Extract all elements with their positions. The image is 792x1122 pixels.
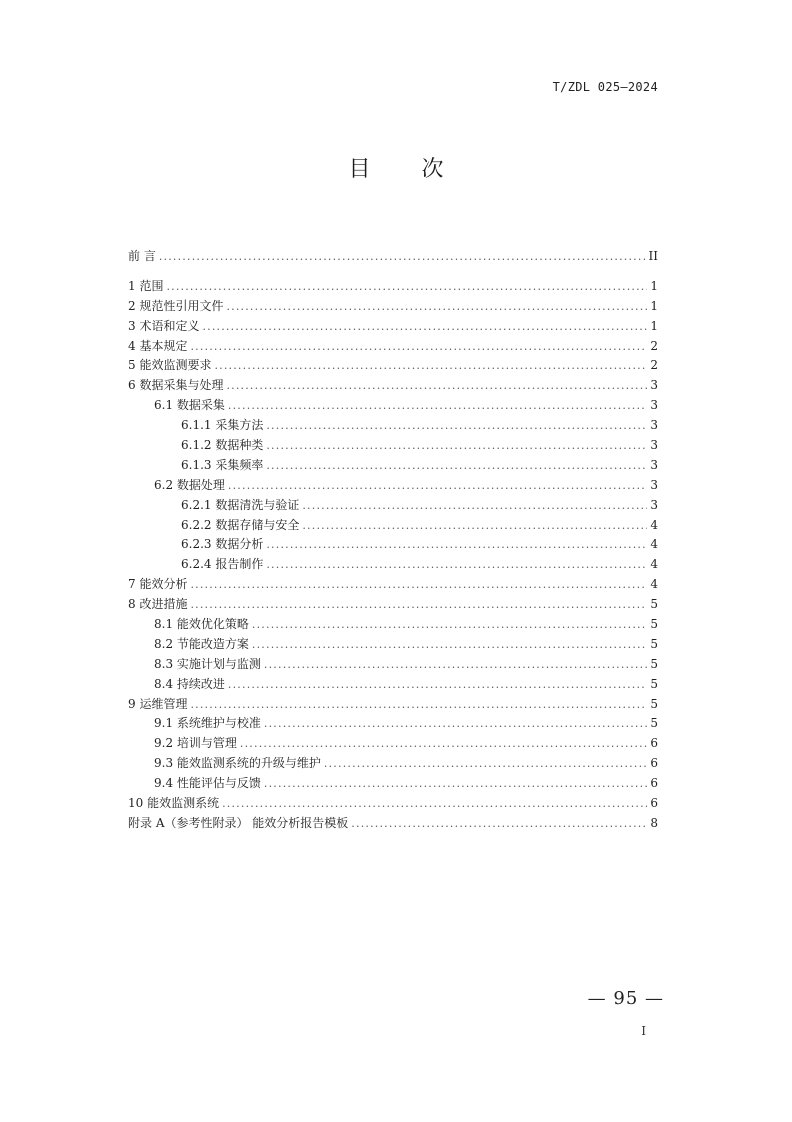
toc-entry[interactable] (128, 695, 658, 715)
toc-entry-page: 4 (650, 517, 658, 532)
toc-entry-label: 8.4 持续改进 (154, 676, 225, 691)
toc-entry[interactable] (128, 337, 658, 357)
toc-entry-page: 2 (650, 358, 658, 373)
toc-entry-page: 3 (650, 378, 658, 393)
toc-entry-label: 6.2.1 数据清洗与验证 (181, 497, 300, 512)
toc-entry-page: 4 (650, 537, 658, 552)
toc-entry[interactable] (128, 297, 658, 317)
toc-entry[interactable] (128, 456, 658, 476)
toc-dot-leader (190, 578, 647, 591)
toc-dot-leader (240, 737, 647, 750)
toc-entry-page: 6 (650, 796, 658, 811)
toc-entry-page: 5 (650, 597, 658, 612)
toc-entry-label: 附录 A（参考性附录） 能效分析报告模板 (128, 815, 349, 830)
toc-entry[interactable] (128, 317, 658, 337)
toc-entry-page: 2 (650, 338, 658, 353)
toc-dot-leader (166, 280, 647, 293)
toc-entry-label: 9.3 能效监测系统的升级与维护 (154, 756, 321, 771)
toc-entry[interactable] (128, 635, 658, 655)
toc-entry-page: 5 (650, 716, 658, 731)
toc-entry[interactable] (128, 555, 658, 575)
toc-entry-label: 6 数据采集与处理 (128, 378, 224, 393)
toc-dot-leader (264, 777, 647, 790)
toc-entry-preface[interactable] (128, 247, 658, 267)
toc-entry[interactable] (128, 734, 658, 754)
toc-entry-page: II (648, 249, 658, 263)
toc-entry[interactable] (128, 356, 658, 376)
toc-entry-label: 6.2 数据处理 (154, 477, 225, 492)
toc-entry[interactable] (128, 814, 658, 834)
roman-page-number: I (641, 1024, 646, 1038)
toc-dot-leader (228, 399, 647, 412)
toc-dot-leader (190, 698, 647, 711)
toc-entry-label: 前 言 (128, 249, 156, 263)
toc-entry[interactable] (128, 277, 658, 297)
toc-dot-leader (266, 459, 647, 472)
toc-dot-leader (302, 519, 647, 532)
toc-dot-leader (264, 658, 647, 671)
toc-dot-leader (324, 757, 647, 770)
toc-entry[interactable] (128, 575, 658, 595)
toc-entry-page: 1 (650, 318, 658, 333)
toc-entry-label: 6.1.1 采集方法 (181, 418, 264, 433)
toc-entry-label: 6.1.3 采集频率 (181, 457, 264, 472)
toc-entry-page: 1 (650, 278, 658, 293)
toc-entry[interactable] (128, 595, 658, 615)
toc-dot-leader (252, 638, 647, 651)
toc-entry-page: 6 (650, 776, 658, 791)
toc-dot-leader (226, 300, 647, 313)
toc-entry-page: 1 (650, 298, 658, 313)
toc-dot-leader (222, 797, 647, 810)
toc-entry[interactable] (128, 496, 658, 516)
toc-entry[interactable] (128, 754, 658, 774)
toc-entry[interactable] (128, 376, 658, 396)
toc-dot-leader (266, 419, 647, 432)
toc-dot-leader (266, 538, 647, 551)
toc-entry-label: 9 运维管理 (128, 696, 188, 711)
toc-dot-leader (264, 717, 647, 730)
toc-entry-page: 5 (650, 617, 658, 632)
toc-entry[interactable] (128, 774, 658, 794)
toc-entry-page: 3 (650, 418, 658, 433)
toc-dot-leader (159, 250, 646, 263)
toc-entry-label: 8 改进措施 (128, 597, 188, 612)
toc-entry[interactable] (128, 516, 658, 536)
toc-entry-label: 5 能效监测要求 (128, 358, 212, 373)
toc-entry-page: 3 (650, 497, 658, 512)
toc-dot-leader (252, 618, 647, 631)
toc-entry[interactable] (128, 615, 658, 635)
toc-entry-label: 6.2.3 数据分析 (181, 537, 264, 552)
toc-entry-label: 6.2.4 报告制作 (181, 557, 264, 572)
toc-entry-label: 8.1 能效优化策略 (154, 617, 249, 632)
toc-entries (128, 277, 658, 834)
toc-entry-label: 6.2.2 数据存储与安全 (181, 517, 300, 532)
toc-entry-page: 8 (650, 815, 658, 830)
toc-entry-label: 6.1 数据采集 (154, 398, 225, 413)
toc-entry-label: 1 范围 (128, 278, 164, 293)
toc-entry-page: 3 (650, 457, 658, 472)
toc-dot-leader (266, 558, 647, 571)
toc-entry-label: 6.1.2 数据种类 (181, 438, 264, 453)
toc-entry[interactable] (128, 794, 658, 814)
toc-dot-leader (190, 340, 647, 353)
table-of-contents (128, 247, 658, 834)
toc-dot-leader (266, 439, 647, 452)
toc-entry[interactable] (128, 436, 658, 456)
toc-dot-leader (226, 379, 647, 392)
toc-entry-page: 3 (650, 477, 658, 492)
toc-entry[interactable] (128, 535, 658, 555)
toc-entry-label: 8.3 实施计划与监测 (154, 656, 261, 671)
toc-entry-page: 5 (650, 656, 658, 671)
toc-entry[interactable] (128, 476, 658, 496)
toc-entry-label: 9.1 系统维护与校准 (154, 716, 261, 731)
toc-dot-leader (228, 479, 647, 492)
toc-entry-page: 5 (650, 636, 658, 651)
toc-entry-label: 8.2 节能改造方案 (154, 636, 249, 651)
toc-dot-leader (202, 320, 647, 333)
toc-entry-page: 3 (650, 438, 658, 453)
toc-entry-page: 6 (650, 736, 658, 751)
page-title: 目 次 (348, 157, 466, 182)
toc-entry-page: 3 (650, 398, 658, 413)
toc-dot-leader (190, 598, 647, 611)
toc-dot-leader (351, 817, 647, 830)
toc-entry[interactable] (128, 714, 658, 734)
toc-entry-label: 9.4 性能评估与反馈 (154, 776, 261, 791)
toc-entry-page: 4 (650, 577, 658, 592)
toc-entry-label: 7 能效分析 (128, 577, 188, 592)
toc-entry[interactable] (128, 396, 658, 416)
toc-entry-label: 3 术语和定义 (128, 318, 200, 333)
toc-entry[interactable] (128, 655, 658, 675)
toc-entry-label: 4 基本规定 (128, 338, 188, 353)
toc-dot-leader (214, 359, 647, 372)
toc-entry-page: 6 (650, 756, 658, 771)
toc-entry-label: 2 规范性引用文件 (128, 298, 224, 313)
toc-entry-label: 9.2 培训与管理 (154, 736, 237, 751)
toc-spacer (128, 267, 658, 277)
toc-entry-page: 5 (650, 696, 658, 711)
toc-entry-label: 10 能效监测系统 (128, 796, 220, 811)
standard-code: T/ZDL 025—2024 (552, 80, 658, 94)
toc-entry[interactable] (128, 675, 658, 695)
toc-entry[interactable] (128, 416, 658, 436)
toc-entry-page: 5 (650, 676, 658, 691)
toc-entry-page: 4 (650, 557, 658, 572)
toc-dot-leader (302, 499, 647, 512)
page-number: — 95 — (587, 988, 664, 1009)
toc-dot-leader (228, 678, 647, 691)
